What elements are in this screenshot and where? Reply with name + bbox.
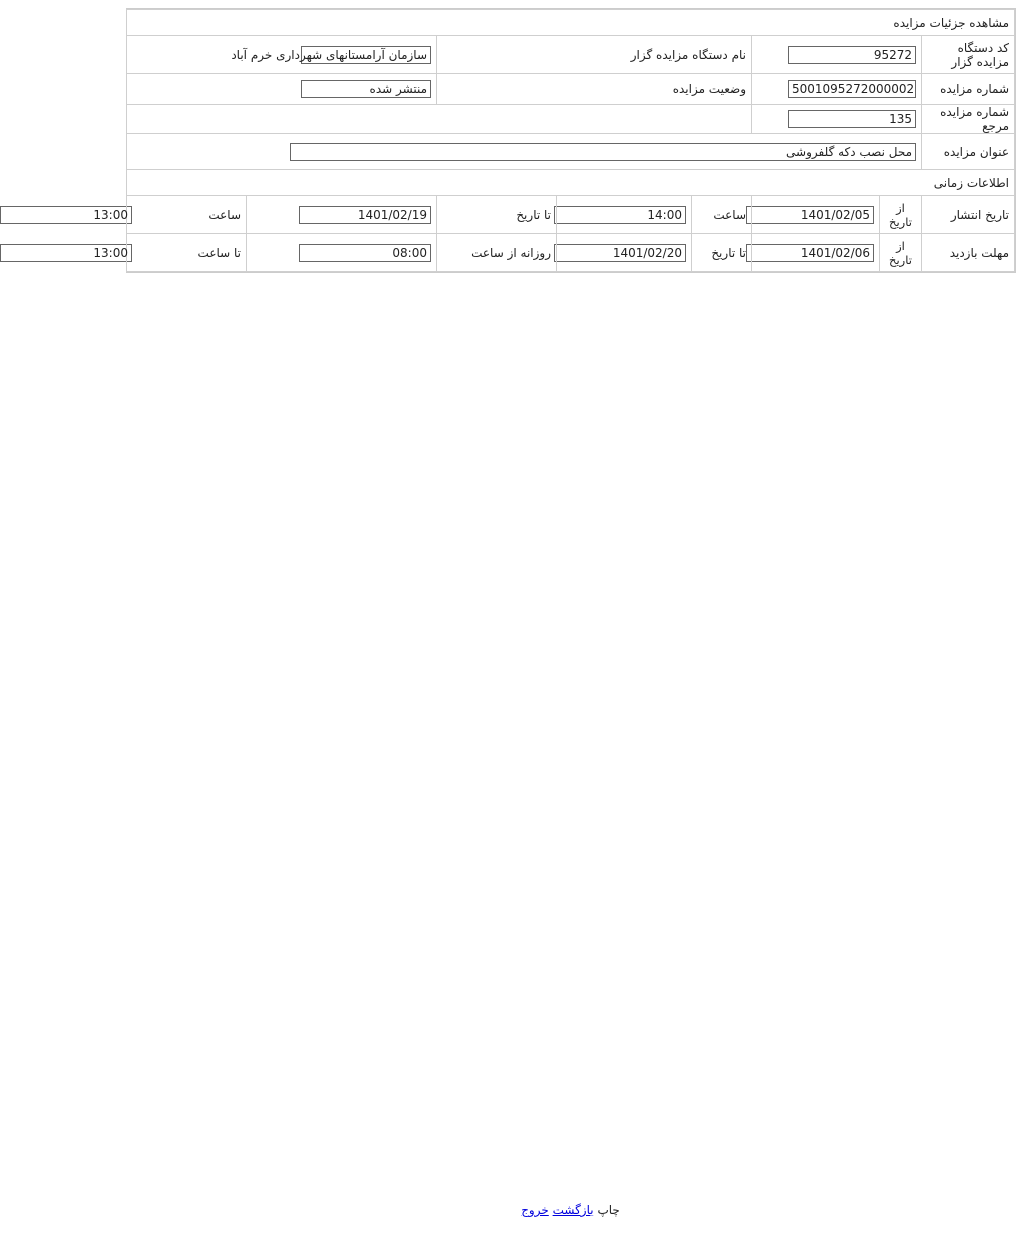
details-table bbox=[93, 9, 1015, 272]
visit-from-date[interactable]: 1401/02/06 bbox=[746, 244, 874, 262]
timing-section-title: اطلاعات زمانی bbox=[126, 170, 1014, 196]
publish-to-date[interactable]: 1401/02/19 bbox=[299, 206, 431, 224]
org-code-field[interactable]: 95272 bbox=[788, 46, 916, 64]
auction-details-panel bbox=[93, 8, 1016, 273]
publish-from-time-label: ساعت bbox=[692, 196, 752, 234]
subject-label: عنوان مزایده bbox=[922, 134, 1015, 170]
subject-field[interactable]: محل نصب دکه گلفروشی bbox=[290, 143, 916, 161]
footer-links bbox=[123, 1203, 1018, 1217]
visit-to-time-label: تا ساعت bbox=[126, 234, 246, 272]
publish-to-time[interactable]: 13:00 bbox=[0, 206, 132, 224]
publish-from-date[interactable]: 1401/02/05 bbox=[746, 206, 874, 224]
publish-from-time[interactable]: 14:00 bbox=[554, 206, 686, 224]
status-label: وضعیت مزایده bbox=[437, 74, 752, 105]
status-field[interactable]: منتشر شده bbox=[301, 80, 431, 98]
back-link[interactable]: بازگشت bbox=[552, 1203, 594, 1217]
visit-label: مهلت بازدید bbox=[922, 234, 1015, 272]
visit-daily-from[interactable]: 08:00 bbox=[299, 244, 431, 262]
org-name-field[interactable]: سازمان آرامستانهای شهرداری خرم آباد bbox=[301, 46, 431, 64]
visit-from-label: از تاریخ bbox=[880, 234, 922, 272]
ref-no-field[interactable]: 135 bbox=[788, 110, 916, 128]
visit-to-date[interactable]: 1401/02/20 bbox=[554, 244, 686, 262]
auction-no-field[interactable]: 5001095272000002 bbox=[788, 80, 916, 98]
publish-from-label: از تاریخ bbox=[880, 196, 922, 234]
org-name-label: نام دستگاه مزایده گزار bbox=[437, 36, 752, 74]
visit-daily-to[interactable]: 13:00 bbox=[0, 244, 132, 262]
auction-no-label: شماره مزایده bbox=[922, 74, 1015, 105]
publish-to-time-label: ساعت bbox=[126, 196, 246, 234]
ref-no-label: شماره مزایده مرجع bbox=[922, 105, 1015, 134]
page-title: مشاهده جزئیات مزایده bbox=[126, 10, 1014, 36]
exit-link[interactable]: خروج bbox=[521, 1203, 549, 1217]
visit-to-date-label: تا تاریخ bbox=[692, 234, 752, 272]
print-link[interactable]: چاپ bbox=[597, 1203, 620, 1217]
org-code-label: کد دستگاه مزایده گزار bbox=[922, 36, 1015, 74]
visit-daily-from-label: روزانه از ساعت bbox=[437, 234, 557, 272]
publish-label: تاریخ انتشار bbox=[922, 196, 1015, 234]
publish-to-date-label: تا تاریخ bbox=[437, 196, 557, 234]
